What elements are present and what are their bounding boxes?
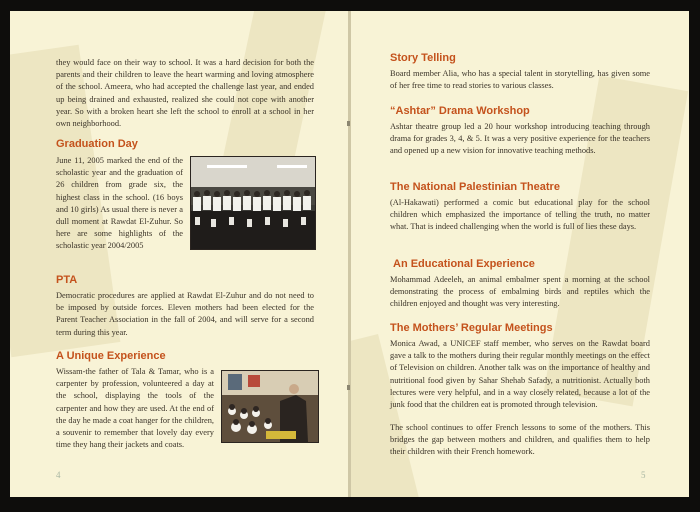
national-theatre-heading: The National Palestinian Theatre — [390, 181, 560, 193]
page-number: 5 — [641, 470, 646, 480]
drama-workshop-heading: “Ashtar” Drama Workshop — [390, 105, 530, 117]
staple — [347, 385, 350, 390]
graduation-photo — [190, 156, 316, 250]
mothers-meetings-text: Monica Awad, a UNICEF staff member, who serves on the Rawdat board gave a talk to the mothers during their regular monthly meetings on the effect of Television on children. Another talk was on the importance of healthy and nutritional food given by Sahar Shehab Safady, a nutritionist. Actually both lectures were very helpful, and in a way closely related, because a lot of the junk food that the children eat is promoted through television. — [390, 339, 650, 410]
unique-experience-heading: A Unique Experience — [56, 350, 166, 362]
staple — [347, 121, 350, 126]
unique-experience-text: Wissam-the father of Tala & Tamar, who is a carpenter by profession, volunteered a day at the school, displaying the tools of the carpenter and how they are used. At the end of the day he made a coat hanger for the children, a souvenir to remember that lovely day every time they hang their jackets and coats. — [56, 367, 214, 450]
story-telling-text: Board member Alia, who has a special talent in storytelling, has given some of her free time to read stories to various classes. — [390, 69, 650, 91]
left-page — [10, 11, 348, 497]
drama-workshop-text: Ashtar theatre group led a 20 hour workshop introducing teaching through drama for grades 3, 4, & 5. It was a very positive experience for the teachers and opened up a new vision for innovative teaching methods. — [390, 122, 650, 156]
french-lessons-text: The school continues to offer French lessons to some of the mothers. This bridges the gap between mothers and children, and qualifies them to help their children with their French homework. — [390, 423, 650, 457]
educational-experience-text: Mohammad Adeeleh, an animal embalmer spent a morning at the school demonstrating the process of embalming birds and reptiles which the children enjoyed and thought was very interesting. — [390, 275, 650, 309]
right-page — [351, 11, 689, 497]
graduation-text: June 11, 2005 marked the end of the scholastic year and the graduation of 26 children from grade six, the highest class in the school. (16 boys and 10 girls) As usual there is never a dull moment at Rawdat El-Zuhur. So here are some highlights of the scholastic year 2004/2005 — [56, 156, 183, 251]
graduation-heading: Graduation Day — [56, 138, 138, 150]
story-telling-heading: Story Telling — [390, 52, 456, 64]
mothers-meetings-heading: The Mothers’ Regular Meetings — [390, 322, 553, 334]
carpenter-photo — [221, 370, 319, 443]
intro-paragraph: they would face on their way to school. It was a hard decision for both the parents and their children to leave the heart warming and loving atmosphere of the school. Ameera, who had accepted the challenge last year, and ended up being drained and exhausted, realized she could not cope with another year. So with a broken heart she left the school to enroll at a school in her own neighborhood. — [56, 58, 314, 129]
pta-heading: PTA — [56, 274, 78, 286]
national-theatre-text: (Al-Hakawati) performed a comic but educational play for the school children which emphasized the importance of telling the truth, no matter what. That is indeed challenging when the world is full of lies these days. — [390, 198, 650, 232]
page-number: 4 — [56, 470, 61, 480]
educational-experience-heading: An Educational Experience — [393, 258, 535, 270]
pta-text: Democratic procedures are applied at Rawdat El-Zuhur and do not need to be imposed by outside forces. Eleven mothers had been elected for the Parent Teacher Association in the fall of 2004, and will serve for a second term during this year. — [56, 291, 314, 337]
